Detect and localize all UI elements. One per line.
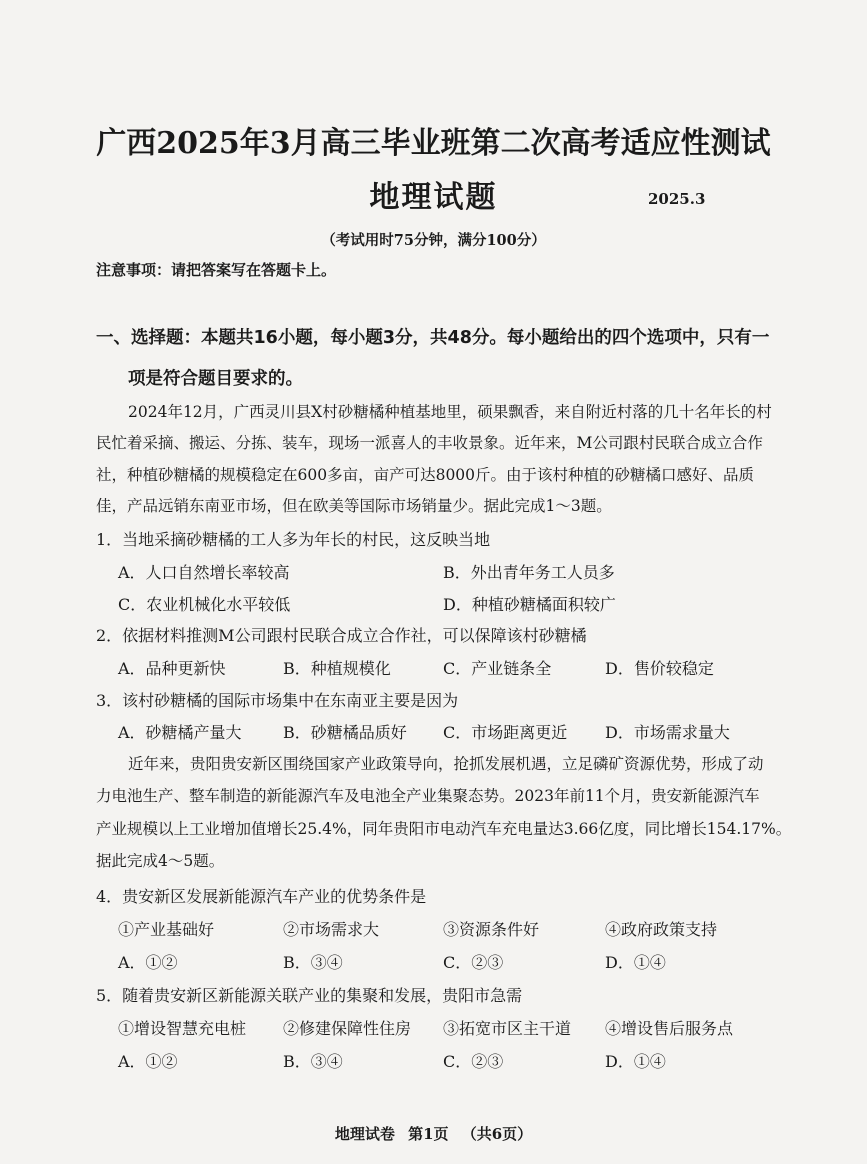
question-2-option-d: D．售价较稳定 xyxy=(605,659,714,678)
question-5-item-4: ④增设售后服务点 xyxy=(605,1019,734,1038)
question-3-option-c: C．市场距离更近 xyxy=(443,723,568,742)
question-5-stem: 5．随着贵安新区新能源关联产业的集聚和发展，贵阳市急需 xyxy=(96,986,523,1005)
exam-title: 广西2025年3月高三毕业班第二次高考适应性测试 xyxy=(96,126,771,161)
exam-date: 2025.3 xyxy=(648,190,706,208)
question-4-stem: 4．贵安新区发展新能源汽车产业的优势条件是 xyxy=(96,887,427,906)
question-5-option-b: B．③④ xyxy=(283,1052,343,1071)
question-4-item-1: ①产业基础好 xyxy=(118,920,215,939)
question-3-option-a: A．砂糖橘产量大 xyxy=(118,723,242,742)
footer-page-total: （共6页） xyxy=(461,1125,533,1143)
exam-duration: （考试用时75分钟，满分100分） xyxy=(321,232,546,249)
question-4-option-b: B．③④ xyxy=(283,953,343,972)
question-5-option-a: A．①② xyxy=(118,1052,178,1071)
question-4-option-c: C．②③ xyxy=(443,953,504,972)
question-3-stem: 3．该村砂糖橘的国际市场集中在东南亚主要是因为 xyxy=(96,691,459,710)
subject-title: 地理试题 xyxy=(369,180,498,215)
question-4-item-3: ③资源条件好 xyxy=(443,920,540,939)
question-4-item-4: ④政府政策支持 xyxy=(605,920,718,939)
question-1-stem: 1．当地采摘砂糖橘的工人多为年长的村民，这反映当地 xyxy=(96,530,491,549)
section-heading-line2: 项是符合题目要求的。 xyxy=(128,369,303,389)
exam-notice: 注意事项：请把答案写在答题卡上。 xyxy=(96,261,337,279)
passage2-line3: 产业规模以上工业增加值增长25.4%，同年贵阳市电动汽车充电量达3.66亿度，同比增长154.17%。 xyxy=(96,820,792,838)
question-3-option-b: B．砂糖橘品质好 xyxy=(283,723,407,742)
passage2-line2: 力电池生产、整车制造的新能源汽车及电池全产业集聚态势。2023年前11个月，贵安新能源汽车 xyxy=(96,787,760,805)
section-heading-line1: 一、选择题：本题共16小题，每小题3分，共48分。每小题给出的四个选项中，只有一 xyxy=(96,328,770,348)
passage1-line3: 社，种植砂糖橘的规模稳定在600多亩，亩产可达8000斤。由于该村种植的砂糖橘口感好、品质 xyxy=(96,466,755,484)
question-5-option-c: C．②③ xyxy=(443,1052,504,1071)
passage2-line1: 近年来，贵阳贵安新区围绕国家产业政策导向，抢抓发展机遇，立足磷矿资源优势，形成了动 xyxy=(128,755,764,773)
question-2-option-b: B．种植规模化 xyxy=(283,659,391,678)
passage1-line4: 佳，产品远销东南亚市场，但在欧美等国际市场销量少。据此完成1～3题。 xyxy=(96,497,612,515)
question-4-item-2: ②市场需求大 xyxy=(283,920,380,939)
question-4-option-a: A．①② xyxy=(118,953,178,972)
question-5-item-2: ②修建保障性住房 xyxy=(283,1019,412,1038)
question-5-option-d: D．①④ xyxy=(605,1052,666,1071)
question-2-option-a: A．品种更新快 xyxy=(118,659,226,678)
question-4-option-d: D．①④ xyxy=(605,953,666,972)
passage1-line2: 民忙着采摘、搬运、分拣、装车，现场一派喜人的丰收景象。近年来，M公司跟村民联合成立合作 xyxy=(96,434,763,452)
question-1-option-c: C．农业机械化水平较低 xyxy=(118,595,291,614)
question-5-item-3: ③拓宽市区主干道 xyxy=(443,1019,572,1038)
question-2-stem: 2．依据材料推测M公司跟村民联合成立合作社，可以保障该村砂糖橘 xyxy=(96,626,587,645)
page-footer xyxy=(0,1123,867,1144)
question-1-option-a: A．人口自然增长率较高 xyxy=(118,563,290,582)
question-3-option-d: D．市场需求量大 xyxy=(605,723,730,742)
footer-page-number: 第1页 xyxy=(408,1125,449,1143)
question-5-item-1: ①增设智慧充电桩 xyxy=(118,1019,247,1038)
footer-subject: 地理试卷 xyxy=(334,1125,395,1143)
question-2-option-c: C．产业链条全 xyxy=(443,659,552,678)
question-1-option-b: B．外出青年务工人员多 xyxy=(443,563,615,582)
question-1-option-d: D．种植砂糖橘面积较广 xyxy=(443,595,616,614)
passage1-line1: 2024年12月，广西灵川县X村砂糖橘种植基地里，硕果飘香，来自附近村落的几十名年长的村 xyxy=(128,403,772,421)
passage2-line4: 据此完成4～5题。 xyxy=(96,852,225,870)
